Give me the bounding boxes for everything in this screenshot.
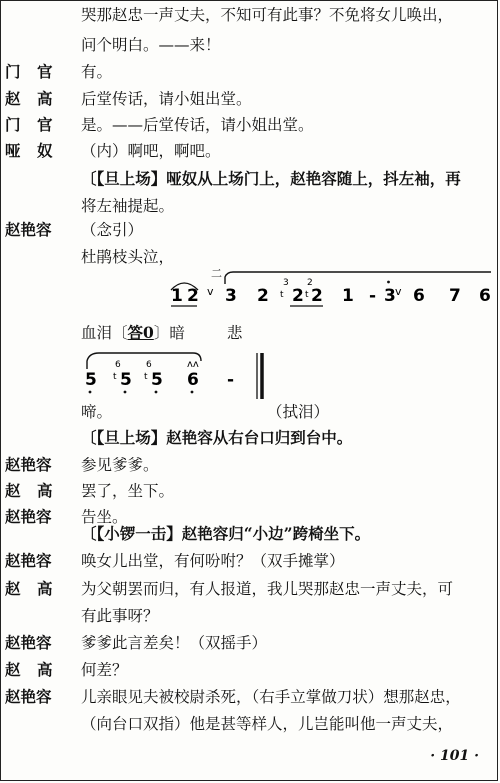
dialogue-line: （念引） bbox=[81, 221, 144, 239]
stage-direction: 〔【旦上场】哑奴从上场门上，赵艳容随上，抖左袖，再 bbox=[81, 169, 461, 188]
dialogue-line: 后堂传话，请小姐出堂。 bbox=[81, 90, 252, 108]
notation-mark: 二 bbox=[211, 267, 222, 280]
notation-mark: ʌʌ bbox=[187, 359, 199, 370]
note: 5 bbox=[120, 370, 132, 390]
note: 5 bbox=[151, 370, 163, 390]
note: - bbox=[369, 286, 377, 306]
grace-note: 6 bbox=[115, 360, 121, 370]
note: 2 bbox=[187, 286, 199, 306]
speaker-zhaoyanrong: 赵艳容 bbox=[5, 220, 52, 239]
speaker-zhaogao: 赵 高 bbox=[5, 89, 53, 108]
dialogue-line: （向台口双指）他是甚等样人，儿岂能叫他一声丈夫， bbox=[81, 715, 454, 733]
grace-note: 3 bbox=[283, 278, 289, 288]
dialogue-line: 有此事呀？ bbox=[81, 607, 159, 625]
note: - bbox=[227, 370, 235, 390]
note: 2 bbox=[257, 286, 269, 306]
speaker-zhaogao: 赵 高 bbox=[5, 660, 53, 679]
dialogue-line: 血泪〔答0〕暗 悲 bbox=[81, 323, 243, 342]
dialogue-line: 告坐。 bbox=[81, 508, 128, 526]
speaker-zhaoyanrong: 赵艳容 bbox=[5, 687, 52, 706]
dialogue-line: 杜鹃枝头泣， bbox=[81, 248, 175, 266]
note: 6 bbox=[479, 286, 491, 306]
note: 6 bbox=[187, 370, 199, 390]
svg-text:t: t bbox=[280, 290, 284, 300]
note: 5 bbox=[85, 370, 97, 390]
note: 1 bbox=[342, 286, 354, 306]
note: 3 bbox=[225, 286, 237, 306]
note: 6 bbox=[413, 286, 425, 306]
dialogue-line: 何差？ bbox=[81, 661, 128, 679]
note: 3 bbox=[384, 286, 396, 306]
page-number: · 101 · bbox=[430, 748, 479, 764]
svg-text:t: t bbox=[305, 290, 309, 300]
dialogue-line: 为父朝罢而归，有人报道，我儿哭那赵忠一声丈夫，可 bbox=[81, 580, 454, 598]
speaker-zhaoyanrong: 赵艳容 bbox=[5, 633, 52, 652]
stage-direction: 〔【小锣一击】赵艳容归“小边”跨椅坐下。 bbox=[81, 524, 371, 543]
note: 2 bbox=[311, 286, 323, 306]
dialogue-line: 罢了，坐下。 bbox=[81, 482, 175, 500]
dialogue-line: （内）啊吧，啊吧。 bbox=[81, 142, 221, 160]
dialogue-line: 问个明白。——来！ bbox=[81, 36, 221, 54]
dialogue-line: 有。 bbox=[81, 63, 113, 81]
note: 2 bbox=[292, 286, 304, 306]
stage-direction: 〔【旦上场】赵艳容从右台口归到台中。 bbox=[81, 428, 353, 447]
note: 7 bbox=[449, 286, 461, 306]
svg-text:v: v bbox=[207, 285, 214, 298]
dialogue-line: 参见爹爹。 bbox=[81, 456, 159, 474]
speaker-menguan: 门 官 bbox=[5, 62, 53, 81]
grace-note: 6 bbox=[146, 360, 152, 370]
svg-text:v: v bbox=[395, 285, 402, 298]
dialogue-line: 儿亲眼见夫被校尉杀死，（右手立掌做刀状）想那赵忠， bbox=[81, 688, 461, 706]
speaker-zhaogao: 赵 高 bbox=[5, 579, 53, 598]
stage-direction: 将左袖提起。 bbox=[81, 197, 175, 215]
svg-text:t: t bbox=[113, 372, 117, 382]
svg-text:t: t bbox=[144, 372, 148, 382]
speaker-zhaoyanrong: 赵艳容 bbox=[5, 455, 52, 474]
speaker-zhaogao: 赵 高 bbox=[5, 481, 53, 500]
dialogue-line: 哭那赵忠一声丈夫，不知可有此事？不免将女儿唤出， bbox=[81, 6, 454, 24]
stage-direction: （拭泪） bbox=[267, 403, 330, 421]
dialogue-line: 是。——后堂传话，请小姐出堂。 bbox=[81, 116, 314, 134]
speaker-menguan: 门 官 bbox=[5, 115, 53, 134]
note: 1 bbox=[171, 286, 183, 306]
dialogue-line: 爹爹此言差矣！（双摇手） bbox=[81, 634, 268, 652]
dialogue-line: 啼。 bbox=[81, 403, 113, 421]
speaker-zhaoyanrong: 赵艳容 bbox=[5, 507, 52, 526]
speaker-zhaoyanrong: 赵艳容 bbox=[5, 551, 52, 570]
dialogue-line: 唤女儿出堂，有何吩咐？（双手摊掌） bbox=[81, 552, 345, 570]
grace-note: 2 bbox=[307, 278, 313, 288]
speaker-yanu: 哑 奴 bbox=[5, 141, 53, 160]
